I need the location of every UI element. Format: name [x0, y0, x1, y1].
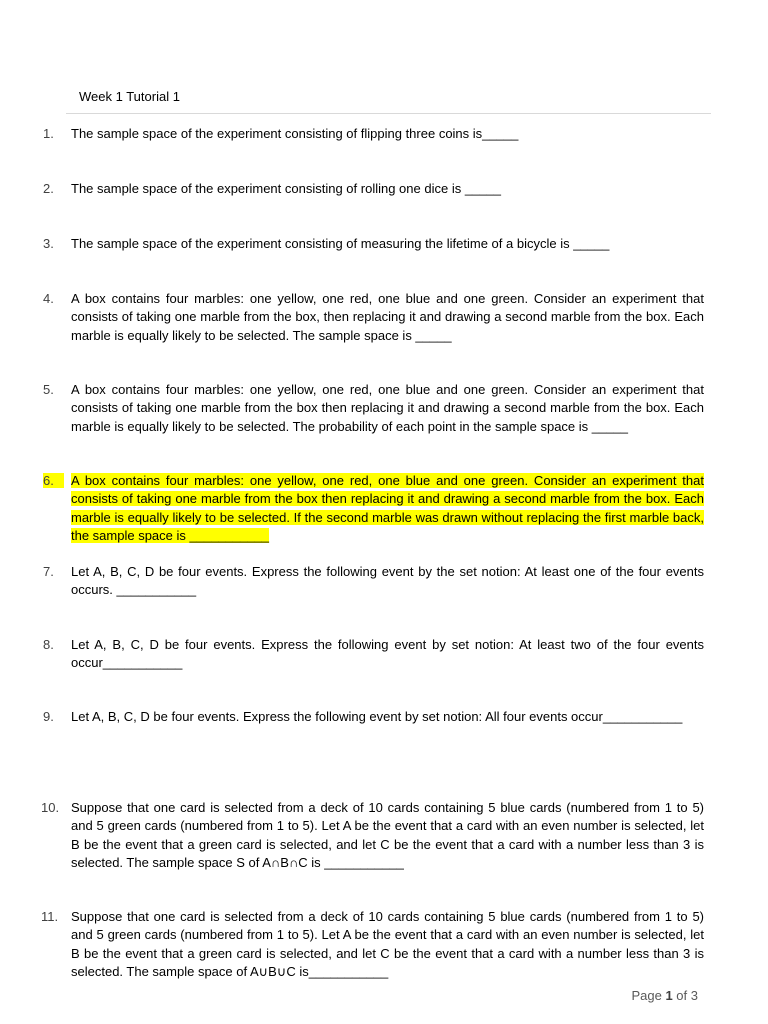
question-text: Let A, B, C, D be four events. Express the following event by set notion: All four events occur___________ [71, 709, 683, 724]
header-divider [66, 113, 711, 114]
question-number: 9. [43, 709, 54, 724]
question-5 [43, 381, 704, 436]
question-number-highlight: 6. [43, 473, 64, 488]
question-text: A box contains four marbles: one yellow, one red, one blue and one green. Consider an experiment that consists of taking one marble from the box then replacing it and drawing a second marble from the box. Each marble is equally likely to be selected. The probability of each point in the sample space is _____ [71, 382, 704, 434]
question-text: Let A, B, C, D be four events. Express the following event by the set notion: At least one of the four events occurs. ___________ [71, 564, 704, 598]
question-7 [43, 563, 704, 600]
page-header-title: Week 1 Tutorial 1 [79, 89, 180, 104]
page-label: Page [631, 988, 662, 1003]
page-footer [631, 988, 698, 1003]
page-of: of [676, 988, 688, 1003]
highlighted-question-text: A box contains four marbles: one yellow, one red, one blue and one green. Consider an experiment that consists of taking one marble from the box then replacing it and drawing a second marble from the box. Each marble is equally likely to be selected. If the second marble was drawn without replacing the first marble back, the sample space is ___________ [71, 473, 704, 543]
question-text: Suppose that one card is selected from a deck of 10 cards containing 5 blue cards (numbered from 1 to 5) and 5 green cards (numbered from 1 to 5). Let A be the event that a card with an even number is selected, let B be the event that a green card is selected, and let C be the event that a card with a number less than 3 is selected. The sample space S of A∩B∩C is ___________ [71, 800, 704, 870]
question-8 [43, 636, 704, 673]
question-number: 5. [43, 382, 54, 397]
question-text: A box contains four marbles: one yellow, one red, one blue and one green. Consider an experiment that consists of taking one marble from the box, then replacing it and drawing a second marble from the box. Each marble is equally likely to be selected. The sample space is _____ [71, 291, 704, 343]
question-4 [43, 290, 704, 345]
question-number: 3. [43, 236, 54, 251]
question-text: Suppose that one card is selected from a deck of 10 cards containing 5 blue cards (numbered from 1 to 5) and 5 green cards (numbered from 1 to 5). Let A be the event that a card with an even number is selected, let B be the event that a green card is selected, and let C be the event that a card with a number less than 3 is selected. The sample space of A∪B∪C is___________ [71, 909, 704, 979]
page-total: 3 [690, 988, 698, 1003]
question-2 [43, 180, 704, 198]
question-number: 10. [41, 800, 60, 815]
question-9 [43, 708, 704, 726]
question-text: The sample space of the experiment consisting of measuring the lifetime of a bicycle is _____ [71, 236, 610, 251]
question-number: 7. [43, 564, 54, 579]
question-10 [43, 799, 704, 872]
question-text: The sample space of the experiment consisting of flipping three coins is_____ [71, 126, 519, 141]
question-text: The sample space of the experiment consisting of rolling one dice is _____ [71, 181, 501, 196]
question-number [43, 472, 69, 490]
question-number: 4. [43, 291, 54, 306]
question-number: 1. [43, 126, 54, 141]
page-current: 1 [665, 988, 673, 1003]
question-1 [43, 125, 704, 143]
question-6-highlighted [43, 472, 704, 545]
question-text: Let A, B, C, D be four events. Express the following event by set notion: At least two of the four events occur___________ [71, 637, 704, 671]
question-3 [43, 235, 704, 253]
question-number: 2. [43, 181, 54, 196]
question-text [71, 472, 704, 545]
question-number: 8. [43, 637, 54, 652]
question-number: 11. [41, 909, 59, 924]
question-11 [43, 908, 704, 981]
